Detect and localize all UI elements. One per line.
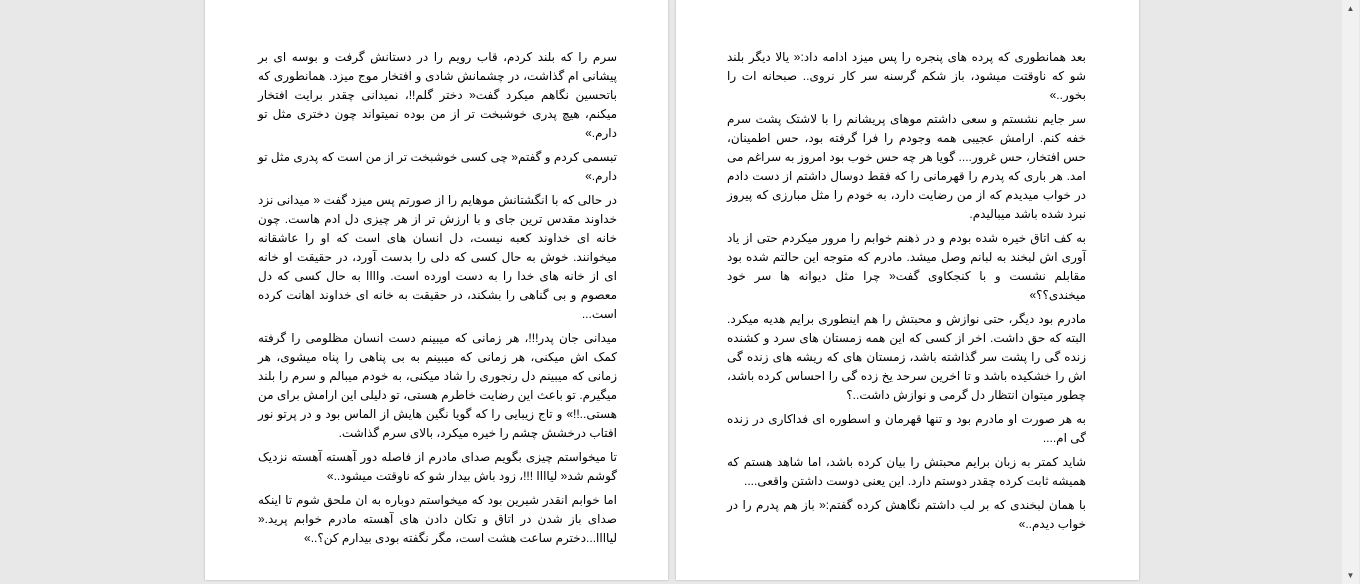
page-text — [727, 48, 1086, 539]
paragraph: شاید کمتر به زبان برایم محبتش را بیان کرده باشد، اما شاهد هستم که همیشه ثابت کرده چقدر دوستم دارد. این یعنی دوست داشتن واقعی.... — [727, 455, 1086, 488]
scroll-up-icon[interactable]: ▲ — [1346, 4, 1355, 13]
paragraph: بعد همانطوری که پرده های پنجره را پس میزد ادامه داد:« یالا دیگر بلند شو که ناوقتت میشود، باز شکم گرسنه سر کار نروی.. صبحانه ات را بخور..» — [727, 50, 1086, 102]
paragraph: مادرم بود دیگر، حتی نوازش و محبتش را هم اینطوری برایم هدیه میکرد. البته که حق داشت. اخر از کسی که این همه زمستان های سرد و کشنده زنده گی را پشت سر گذاشته باشد، زمستان های که ریشه های زنده گی اش را خشکیده باشد و تا اخرین سرحد یخ زده گی را احساس کرده باشد، چطور میتوان انتظار دل گرمی و نوازش داشت..؟ — [727, 312, 1086, 402]
paragraph: سرم را که بلند کردم، قاب رویم را در دستانش گرفت و بوسه ای بر پیشانی ام گذاشت، در چشمانش شادی و افتخار موج میزد. همانطوری که باتحسین نگاهم میکرد گفت« دختر گلم!!، نمیدانی چقدر برایت افتخار میکنم، هیچ پدری خوشبخت تر از من بوده نمیتواند چون دختری مثل تو دارم.» — [258, 50, 617, 140]
vertical-scrollbar[interactable] — [1342, 0, 1359, 584]
document-page-left — [205, 0, 668, 580]
paragraph: میدانی جان پدر!!!، هر زمانی که میبینم دست انسان مظلومی را گرفته کمک اش میکنی، هر زمانی که میبینم به بی پناهی را پناه میشوی، هر زمانی که میبینم دل رنجوری را شاد میکنی، به خودم میبالم و سرم را بلند میگیرم. تو باعث این رضایت خاطرم هستی، تو دلیلی این ارامش برای من هستی..!!» و تاج زیبایی را که گویا نگین هایش از الماس بود و در پرتو نور افتاب درخشش چشم را خیره میکرد، بالای سرم گذاشت. — [258, 331, 617, 440]
document-page-right — [676, 0, 1139, 580]
paragraph: سر جایم نشستم و سعی داشتم موهای پریشانم را با لاشتک پشت سرم خفه کنم. ارامش عجیبی همه وجودم را فرا گرفته بود، حس اطمینان، حس افتخار، حس غرور.... گویا هر چه حس خوب بود امروز به سراغم می امد. هر باری که پدرم را قهرمانی را که فقط دوسال داشتم از دست دادم در خواب میدیدم که از من رضایت دارد، به خودم را مثل مبارزی که پیروز نبرد شده باشد میبالیدم. — [727, 112, 1086, 221]
page-text — [258, 48, 617, 553]
scroll-down-icon[interactable]: ▼ — [1346, 571, 1355, 580]
paragraph: با همان لبخندی که بر لب داشتم نگاهش کرده گفتم:« باز هم پدرم را در خواب دیدم..» — [727, 498, 1086, 531]
paragraph: تبسمی کردم و گفتم« چی کسی خوشبخت تر از من است که پدری مثل تو دارم.» — [258, 150, 617, 183]
paragraph: در حالی که با انگشتانش موهایم را از صورتم پس میزد گفت « میدانی نزد خداوند مقدس ترین جای و با ارزش تر از هر چیزی دل ادم هاست. چون خانه ای خداوند کعبه نیست، دل انسان های است که او را عاشقانه میخوانند. خوش به حال کسی که دلی را بدست آورد، در حقیقت او خانه ای از خانه های خدا را به دست اورده است. واااا به حال کسی که دل معصوم و بی گناهی را بشکند، در حقیقت به خانه ای خداوند اهانت کرده است... — [258, 193, 617, 321]
paragraph: به کف اتاق خیره شده بودم و در ذهنم خوابم را مرور میکردم حتی از یاد آوری اش لبخند به لبانم وصل میشد. مادرم که متوجه این حالتم شده بود مقابلم نشست و با کنجکاوی گفت« چرا مثل دیوانه ها سر خود میخندی؟؟» — [727, 231, 1087, 302]
paragraph: به هر صورت او مادرم بود و تنها قهرمان و اسطوره ای فداکاری در زنده گی ام.... — [727, 412, 1086, 445]
paragraph: اما خوابم انقدر شیرین بود که میخواستم دوباره به ان ملحق شوم تا اینکه صدای باز شدن در اتاق و تکان دادن های آهسته مادرم خوابم پرید.« لیاااا...دخترم ساعت هشت است، مگر نگفته بودی بیدارم کن؟..» — [258, 493, 617, 545]
paragraph: تا میخواستم چیزی بگویم صدای مادرم از فاصله دور آهسته آهسته نزدیک گوشم شد« لیاااا !!!، زود باش بیدار شو که ناوقتت میشود..» — [258, 450, 617, 483]
